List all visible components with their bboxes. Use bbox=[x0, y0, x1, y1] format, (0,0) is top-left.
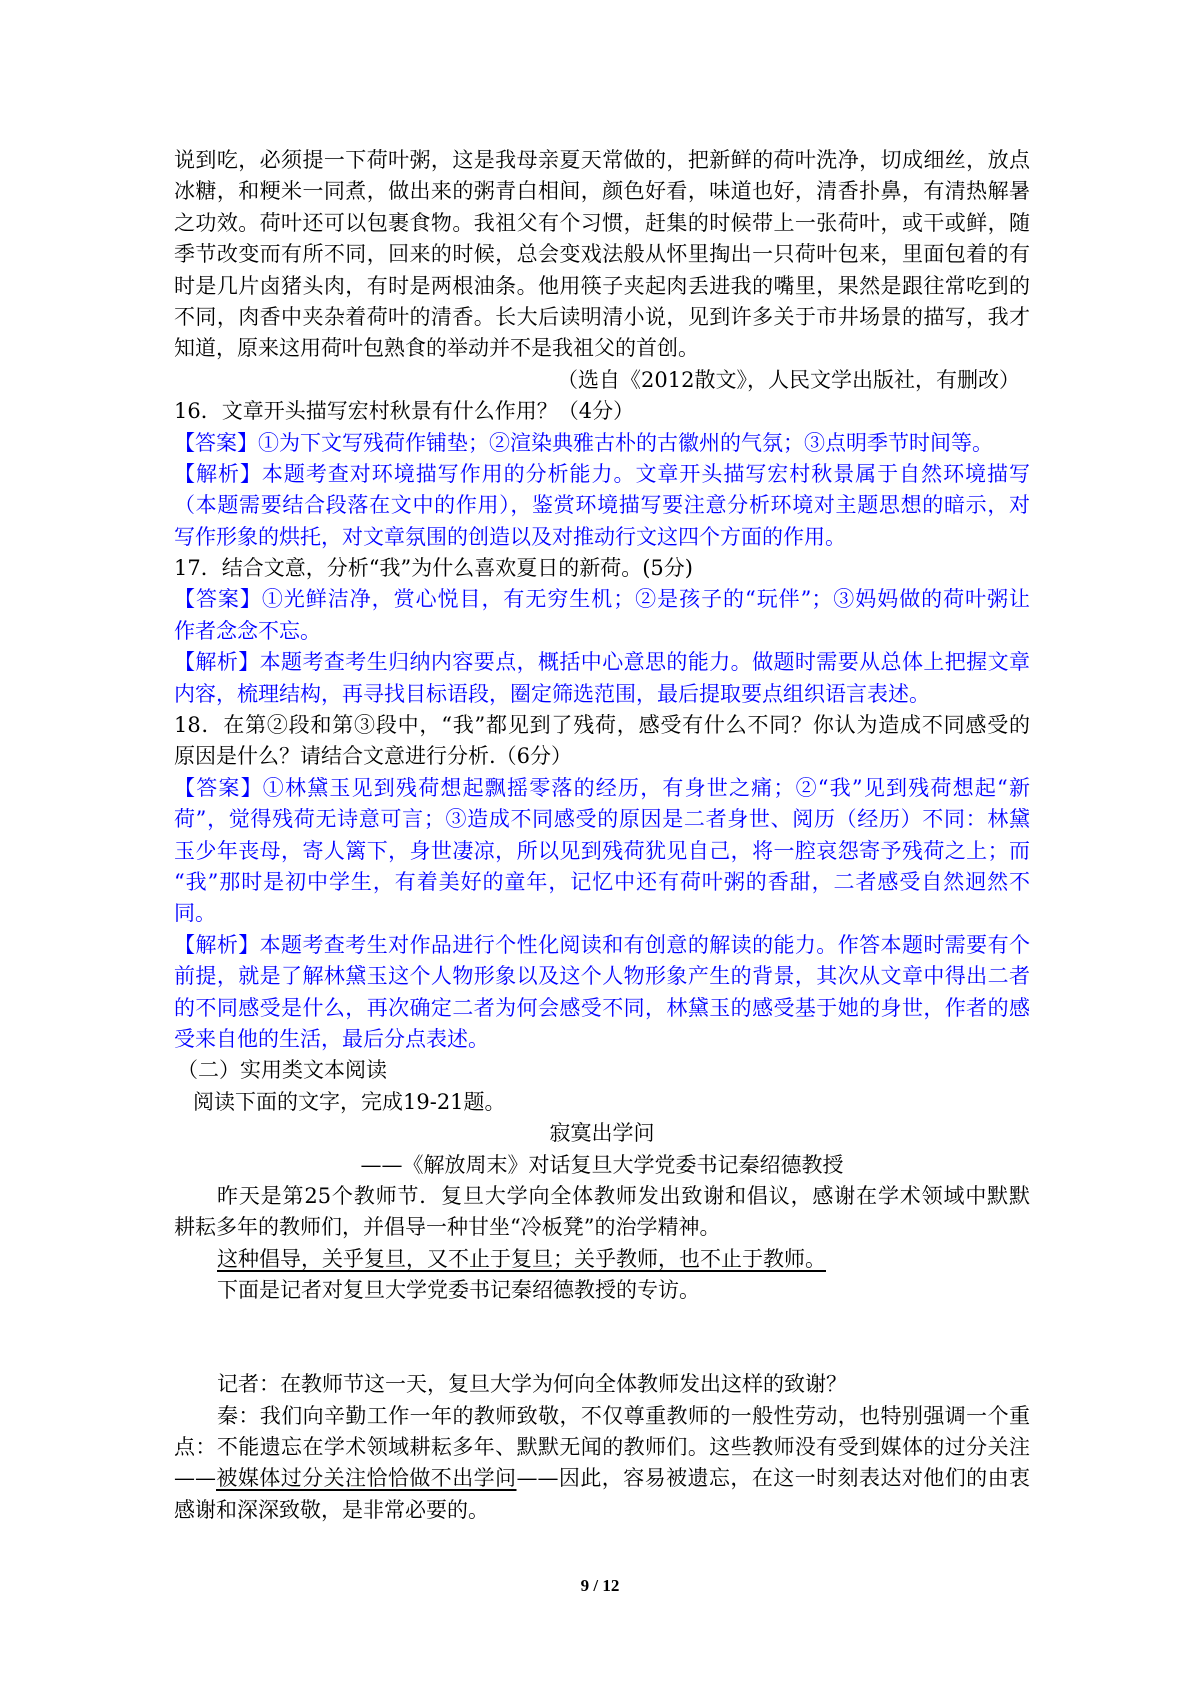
text-line: 写作形象的烘托，对文章氛围的创造以及对推动行文这四个方面的作用。 bbox=[174, 524, 846, 549]
text-line: 16．文章开头描写宏村秋景有什么作用？（4分） bbox=[174, 399, 635, 424]
text-line: 下面是记者对复旦大学党委书记秦绍德教授的专访。 bbox=[217, 1278, 700, 1303]
text-line: 点：不能遗忘在学术领域耕耘多年、默默无闻的教师们。这些教师没有受到媒体的过分关注 bbox=[174, 1435, 1030, 1460]
text-line: ——《解放周末》对话复旦大学党委书记秦绍德教授 bbox=[360, 1152, 844, 1177]
text-line: 耕耘多年的教师们，并倡导一种甘坐“冷板凳”的治学精神。 bbox=[174, 1215, 721, 1240]
text-line: 【解析】本题考查考生归纳内容要点，概括中心意思的能力。做题时需要从总体上把握文章 bbox=[174, 650, 1030, 675]
text-line: 【解析】本题考查考生对作品进行个性化阅读和有创意的解读的能力。作答本题时需要有个 bbox=[174, 932, 1030, 957]
text-line: 【答案】①光鲜洁净，赏心悦目，有无穷生机；②是孩子的“玩伴”；③妈妈做的荷叶粥让 bbox=[174, 587, 1030, 612]
citation bbox=[174, 365, 1030, 396]
document-body bbox=[174, 145, 1030, 1526]
question-18 bbox=[174, 710, 1030, 773]
article-subtitle bbox=[174, 1150, 1030, 1181]
text-segment: —— bbox=[174, 1466, 216, 1491]
section-heading bbox=[174, 1055, 1030, 1086]
text-line: 内容，梳理结构，再寻找目标语段，圈定筛选范围，最后提取要点组织语言表述。 bbox=[174, 681, 930, 706]
text-line: 秦：我们向辛勤工作一年的教师致敬，不仅尊重教师的一般性劳动，也特别强调一个重 bbox=[217, 1403, 1030, 1428]
interview-answer bbox=[174, 1401, 1030, 1527]
analysis-16 bbox=[174, 459, 1030, 553]
text-line: 知道，原来这用荷叶包熟食的举动并不是我祖父的首创。 bbox=[174, 336, 699, 361]
article-title bbox=[174, 1118, 1030, 1149]
text-line: 17．结合文意，分析“我”为什么喜欢夏日的新荷。(5分) bbox=[174, 556, 693, 581]
article-paragraph bbox=[174, 1275, 1030, 1306]
text-line: 【答案】①为下文写残荷作铺垫；②渲染典雅古朴的古徽州的气氛；③点明季节时间等。 bbox=[174, 430, 993, 455]
text-line: 季节改变而有所不同，回来的时候，总会变戏法般从怀里掏出一只荷叶包来，里面包着的有 bbox=[174, 242, 1030, 267]
underlined-text: 这种倡导，关乎复旦，又不止于复旦；关乎教师，也不止于教师。 bbox=[217, 1246, 826, 1271]
text-line: 荷”，觉得残荷无诗意可言；③造成不同感受的原因是二者身世、阅历（经历）不同：林黛 bbox=[174, 807, 1030, 832]
text-line: 不同，肉香中夹杂着荷叶的清香。长大后读明清小说，见到许多关于市井场景的描写，我才 bbox=[174, 304, 1030, 329]
analysis-17 bbox=[174, 647, 1030, 710]
text-line: 【答案】①林黛玉见到残荷想起飘摇零落的经历，有身世之痛；②“我”见到残荷想起“新 bbox=[174, 775, 1030, 800]
text-line bbox=[174, 1244, 1030, 1275]
text-line: （二）实用类文本阅读 bbox=[177, 1058, 387, 1083]
text-line: 阅读下面的文字，完成19-21题。 bbox=[193, 1089, 506, 1114]
text-line: 同。 bbox=[174, 901, 216, 926]
text-segment: ——因此，容易被遗忘，在这一时刻表达对他们的由衷 bbox=[516, 1466, 1031, 1491]
page-number: 9 / 12 bbox=[580, 1576, 620, 1595]
text-line: 记者：在教师节这一天，复旦大学为何向全体教师发出这样的致谢？ bbox=[217, 1372, 847, 1397]
text-line bbox=[174, 1463, 1030, 1494]
text-line: 原因是什么？请结合文意进行分析.（6分） bbox=[174, 744, 573, 769]
text-line: 作者念念不忘。 bbox=[174, 618, 321, 643]
text-line: 感谢和深深致敬，是非常必要的。 bbox=[174, 1497, 489, 1522]
text-line: 说到吃，必须提一下荷叶粥，这是我母亲夏天常做的，把新鲜的荷叶洗净，切成细丝，放点 bbox=[174, 148, 1030, 172]
text-line: 寂寞出学问 bbox=[549, 1121, 655, 1146]
answer-16 bbox=[174, 428, 1030, 459]
text-line: （选自《2012散文》，人民文学出版社，有删改） bbox=[557, 367, 1020, 392]
text-line: 【解析】本题考查对环境描写作用的分析能力。文章开头描写宏村秋景属于自然环境描写 bbox=[174, 461, 1030, 486]
text-line: 昨天是第25个教师节．复旦大学向全体教师发出致谢和倡议，感谢在学术领域中默默 bbox=[217, 1183, 1030, 1208]
interview-question bbox=[174, 1369, 1030, 1400]
paragraph bbox=[174, 145, 1030, 365]
text-line: 的不同感受是什么，再次确定二者为何会感受不同，林黛玉的感受基于她的身世，作者的感 bbox=[174, 995, 1030, 1020]
question-16 bbox=[174, 396, 1030, 427]
question-17 bbox=[174, 553, 1030, 584]
text-line: 受来自他的生活，最后分点表述。 bbox=[174, 1026, 489, 1051]
instruction bbox=[174, 1087, 1030, 1118]
text-line: 18．在第②段和第③段中，“我”都见到了残荷，感受有什么不同？你认为造成不同感受的 bbox=[174, 713, 1030, 738]
text-line: 玉少年丧母，寄人篱下，身世凄凉，所以见到残荷犹见自己，将一腔哀怨寄予残荷之上；而 bbox=[174, 838, 1030, 863]
text-line: 冰糖，和粳米一同煮，做出来的粥青白相间，颜色好看，味道也好，清香扑鼻，有清热解暑 bbox=[174, 179, 1030, 204]
answer-17 bbox=[174, 584, 1030, 647]
text-line: （本题需要结合段落在文中的作用），鉴赏环境描写要注意分析环境对主题思想的暗示，对 bbox=[174, 493, 1030, 518]
underlined-text: 被媒体过分关注恰恰做不出学问 bbox=[216, 1466, 517, 1491]
text-line: 前提，就是了解林黛玉这个人物形象以及这个人物形象产生的背景，其次从文章中得出二者 bbox=[174, 964, 1030, 989]
underlined-paragraph bbox=[174, 1244, 1030, 1275]
analysis-18 bbox=[174, 930, 1030, 1056]
answer-18 bbox=[174, 773, 1030, 930]
text-line: 时是几片卤猪头肉，有时是两根油条。他用筷子夹起肉丢进我的嘴里，果然是跟往常吃到的 bbox=[174, 273, 1030, 298]
text-line: “我”那时是初中学生，有着美好的童年，记忆中还有荷叶粥的香甜，二者感受自然迥然不 bbox=[174, 869, 1030, 894]
text-line: 之功效。荷叶还可以包裹食物。我祖父有个习惯，赶集的时候带上一张荷叶，或干或鲜，随 bbox=[174, 210, 1030, 235]
article-paragraph bbox=[174, 1181, 1030, 1244]
